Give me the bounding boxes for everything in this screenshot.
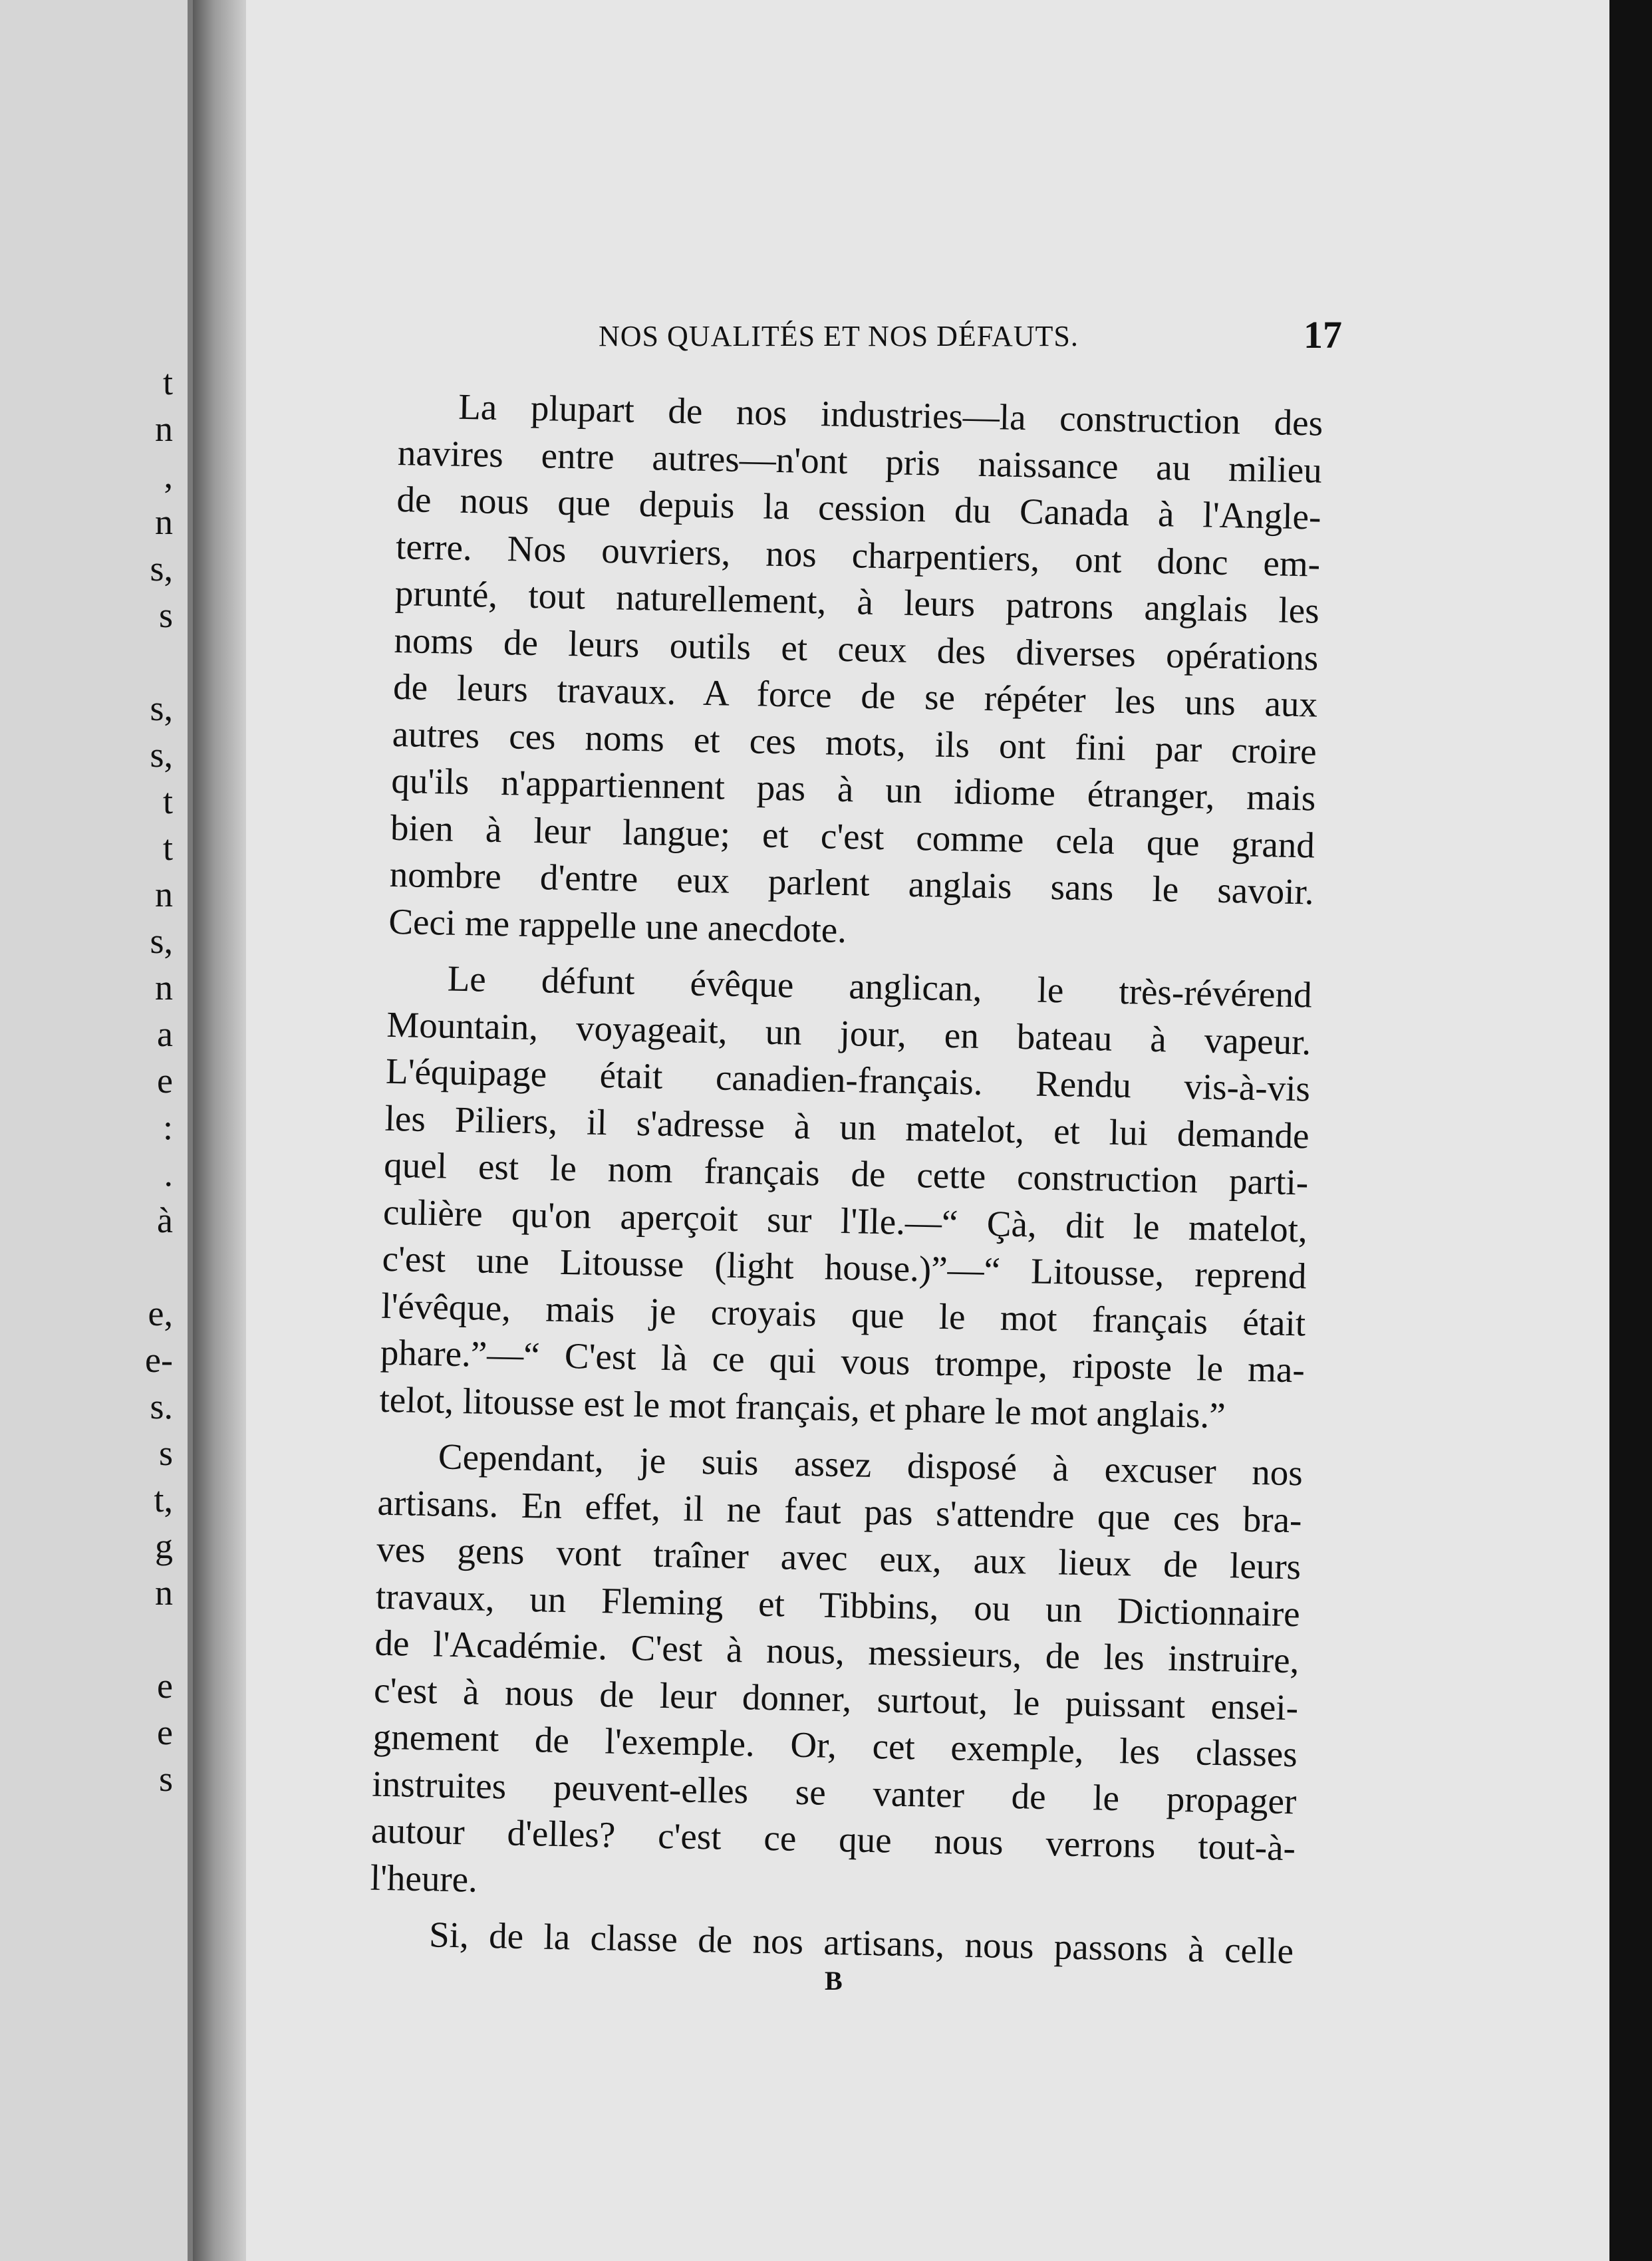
text-line: instruites peuvent-elles se vanter de le propager xyxy=(371,1763,1297,1821)
text-line: telot, litousse est le mot français, et phare le mot anglais.” xyxy=(379,1379,1226,1436)
text-line: de leurs travaux. A force de se répéter les uns aux xyxy=(392,666,1318,725)
margin-char: t, xyxy=(154,1480,173,1520)
margin-char: t xyxy=(162,781,173,821)
margin-char: à xyxy=(157,1200,173,1240)
scan-border xyxy=(1609,0,1652,2261)
margin-char xyxy=(133,1244,173,1290)
text-line: autres ces noms et ces mots, ils ont fini par croire xyxy=(392,713,1317,772)
text-line: Cependant, je suis assez disposé à excuser nos xyxy=(438,1436,1304,1494)
text-line: autour d'elles? c'est ce que nous verrons tout-à- xyxy=(370,1809,1296,1869)
margin-char: s, xyxy=(150,549,173,589)
text-line: phare.”—“ C'est là ce qui vous trompe, riposte le ma- xyxy=(380,1331,1306,1391)
margin-char: s, xyxy=(150,735,173,775)
text-line: c'est une Litousse (light house.)”—“ Litousse, reprend xyxy=(382,1238,1308,1297)
margin-char: s xyxy=(158,1433,173,1473)
margin-char: s xyxy=(158,595,173,635)
signature-mark: B xyxy=(825,1966,843,1996)
text-line: L'équipage était canadien-français. Rendu vis-à-vis xyxy=(385,1050,1311,1109)
text-line: de l'Académie. C'est à nous, messieurs, de les instruire, xyxy=(374,1622,1300,1681)
margin-char: n xyxy=(155,968,173,1007)
text-line: La plupart de nos industries—la construction des xyxy=(458,386,1323,444)
text-line: gnement de l'exemple. Or, cet exemple, les classes xyxy=(372,1716,1298,1775)
text-line: prunté, tout naturellement, à leurs patrons anglais les xyxy=(394,572,1320,631)
text-line: l'heure. xyxy=(370,1857,478,1900)
margin-char: e, xyxy=(148,1293,173,1333)
text-line: Ceci me rappelle une anecdote. xyxy=(388,900,847,950)
text-line: l'évêque, mais je croyais que le mot français était xyxy=(380,1285,1306,1343)
text-line: noms de leurs outils et ceux des diverses opérations xyxy=(393,619,1319,678)
margin-char: n xyxy=(155,502,173,542)
text-line: nombre d'entre eux parlent anglais sans le savoir. xyxy=(389,853,1315,912)
margin-char: : xyxy=(162,1107,173,1147)
text-line: culière qu'on aperçoit sur l'Ile.—“ Çà, dit le matelot, xyxy=(382,1191,1308,1250)
body-text xyxy=(368,382,1323,1984)
margin-char: , xyxy=(164,456,173,495)
margin-char: . xyxy=(164,1154,173,1194)
text-line: Mountain, voyageait, un jour, en bateau à vapeur. xyxy=(386,1003,1311,1063)
text-line: les Piliers, il s'adresse à un matelot, et lui demande xyxy=(384,1097,1310,1156)
text-line: terre. Nos ouvriers, nos charpentiers, ont donc em- xyxy=(395,525,1321,585)
margin-char: e xyxy=(157,1061,173,1101)
margin-char: e- xyxy=(145,1340,173,1380)
paragraph-1 xyxy=(388,382,1323,963)
margin-char: e xyxy=(157,1666,173,1706)
left-page-margin-text xyxy=(133,359,173,1802)
margin-char: n xyxy=(155,1573,173,1613)
text-line: c'est à nous de leur donner, surtout, le puissant ensei- xyxy=(373,1669,1299,1728)
text-line: bien à leur langue; et c'est comme cela que grand xyxy=(390,807,1315,866)
margin-char: s, xyxy=(150,688,173,728)
margin-char: s. xyxy=(150,1387,173,1426)
text-line: quel est le nom français de cette construction parti- xyxy=(383,1144,1309,1203)
margin-char: s, xyxy=(150,921,173,961)
text-line: navires entre autres—n'ont pris naissance au milieu xyxy=(397,432,1323,491)
text-line: artisans. En effet, il ne faut pas s'attendre que ces bra- xyxy=(377,1482,1303,1540)
margin-char: a xyxy=(157,1014,173,1054)
margin-char: n xyxy=(155,874,173,914)
margin-char xyxy=(133,1616,173,1662)
margin-char: g xyxy=(155,1526,173,1566)
text-line: Le défunt évêque anglican, le très-révérend xyxy=(447,958,1313,1015)
text-line: qu'ils n'appartiennent pas à un idiome étranger, mais xyxy=(390,759,1316,819)
paragraph-2 xyxy=(379,954,1312,1441)
margin-char: e xyxy=(157,1712,173,1752)
margin-char xyxy=(133,638,173,685)
page-number: 17 xyxy=(1304,313,1342,356)
margin-char: t xyxy=(162,828,173,868)
text-line: travaux, un Fleming et Tibbins, ou un Dictionnaire xyxy=(375,1575,1301,1634)
margin-char: s xyxy=(158,1759,173,1799)
text-line: Si, de la classe de nos artisans, nous passons à celle xyxy=(428,1914,1294,1972)
running-title: NOS QUALITÉS ET NOS DÉFAUTS. xyxy=(599,320,1079,352)
margin-char: t xyxy=(162,362,173,402)
left-page-fragment xyxy=(0,0,193,2261)
margin-char: n xyxy=(155,409,173,449)
paragraph-3 xyxy=(370,1432,1303,1919)
text-line: de nous que depuis la cession du Canada à l'Angle- xyxy=(396,478,1321,537)
book-gutter xyxy=(193,0,246,2261)
text-line: ves gens vont traîner avec eux, aux lieux de leurs xyxy=(376,1528,1302,1587)
